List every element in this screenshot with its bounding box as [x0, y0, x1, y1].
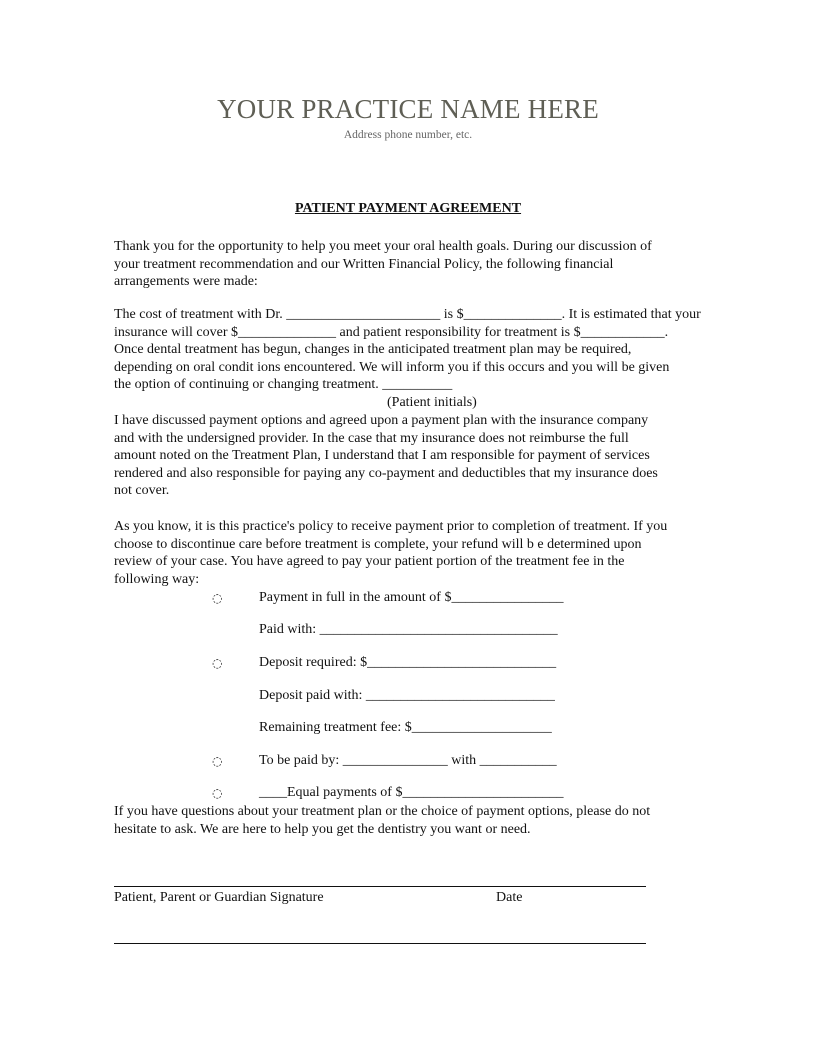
option-paid-with: Paid with: __________________________________	[259, 622, 558, 637]
text-line: I have discussed payment options and agreed upon a payment plan with the insurance company	[114, 413, 649, 428]
text-line: following way:	[114, 571, 200, 587]
intro-paragraph	[114, 238, 704, 291]
document-title: PATIENT PAYMENT AGREEMENT	[294, 201, 522, 216]
option-deposit-paid-with: Deposit paid with: ___________________________	[259, 688, 555, 703]
option-full-payment: Payment in full in the amount of $________________	[259, 590, 564, 605]
text-line: and with the undersigned provider. In the case that my insurance does not reimburse the full	[114, 430, 629, 446]
closing-paragraph	[114, 803, 704, 838]
text-line: Thank you for the opportunity to help you meet your oral health goals. During our discussion of	[114, 239, 652, 254]
discussion-paragraph	[114, 412, 704, 500]
signature-label: Patient, Parent or Guardian Signature	[114, 890, 324, 905]
second-signature-line	[114, 943, 646, 944]
text-line: your treatment recommendation and our Written Financial Policy, the following financial	[114, 256, 614, 272]
option-equal-payments: ____Equal payments of $_______________________	[259, 785, 564, 800]
text-line: The cost of treatment with Dr. ______________________ is $______________. It is estimated that your	[114, 307, 701, 322]
patient-initials-label: (Patient initials)	[387, 395, 477, 410]
text-line: the option of continuing or changing treatment. __________	[114, 377, 453, 393]
text-line: depending on oral condit ions encountered. We will inform you if this occurs and you will be given	[114, 359, 670, 375]
text-line: amount noted on the Treatment Plan, I understand that I am responsible for payment of services	[114, 448, 650, 464]
practice-name: YOUR PRACTICE NAME HERE	[217, 94, 599, 124]
text-line: If you have questions about your treatment plan or the choice of payment options, please do not	[114, 804, 651, 819]
practice-address: Address phone number, etc.	[343, 129, 473, 141]
text-line: insurance will cover $______________ and patient responsibility for treatment is $____________.	[114, 324, 669, 340]
signature-line	[114, 886, 646, 887]
text-line: rendered and also responsible for paying any co-payment and deductibles that my insurance does	[114, 465, 658, 481]
option-bullet-icon: ◌	[212, 656, 223, 670]
option-bullet-icon: ◌	[212, 591, 223, 605]
text-line: review of your case. You have agreed to pay your patient portion of the treatment fee in the	[114, 554, 625, 570]
text-line: choose to discontinue care before treatment is complete, your refund will b e determined upon	[114, 536, 642, 552]
text-line: not cover.	[114, 483, 170, 499]
text-line: As you know, it is this practice's policy to receive payment prior to completion of treatment. If you	[114, 519, 668, 534]
cost-paragraph	[114, 306, 704, 394]
option-deposit-required: Deposit required: $___________________________	[259, 655, 557, 670]
text-line: hesitate to ask. We are here to help you get the dentistry you want or need.	[114, 821, 531, 837]
date-label: Date	[496, 890, 523, 905]
option-remaining-fee: Remaining treatment fee: $____________________	[259, 720, 552, 735]
text-line: Once dental treatment has begun, changes in the anticipated treatment plan may be required,	[114, 342, 632, 358]
option-to-be-paid-by: To be paid by: _______________ with ___________	[259, 753, 557, 768]
option-bullet-icon: ◌	[212, 786, 223, 800]
policy-paragraph	[114, 518, 704, 588]
text-line: arrangements were made:	[114, 274, 258, 290]
option-bullet-icon: ◌	[212, 754, 223, 768]
